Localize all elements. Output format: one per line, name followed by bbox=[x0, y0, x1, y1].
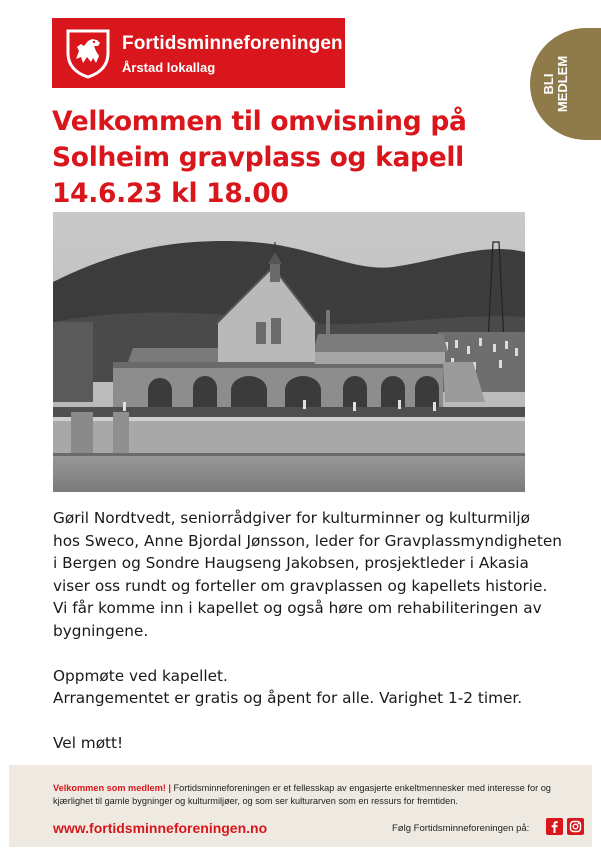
website-link[interactable]: www.fortidsminneforeningen.no bbox=[53, 820, 268, 836]
description-line: i Bergen og Sondre Haugseng Jakobsen, prosjektleder i Akasia bbox=[53, 554, 529, 572]
local-chapter-name: Årstad lokallag bbox=[122, 60, 216, 75]
follow-text: Følg Fortidsminneforeningen på: bbox=[392, 823, 530, 834]
headline-line-1: Velkommen til omvisning på bbox=[52, 106, 467, 137]
footer bbox=[9, 765, 592, 847]
event-description bbox=[53, 507, 563, 755]
meeting-point: Oppmøte ved kapellet. bbox=[53, 666, 228, 685]
facebook-icon[interactable] bbox=[546, 818, 563, 835]
event-info: Arrangementet er gratis og åpent for alle. Varighet 1-2 timer. bbox=[53, 689, 523, 707]
instagram-icon[interactable] bbox=[567, 818, 584, 835]
description-line: Vi får komme inn i kapellet og også høre om rehabiliteringen av bbox=[53, 599, 542, 617]
membership-description bbox=[53, 782, 583, 808]
event-headline bbox=[52, 104, 552, 212]
description-line: viser oss rundt og forteller om gravplassen og kapellets historie. bbox=[53, 576, 548, 595]
event-date-time: 14.6.23 kl 18.00 bbox=[52, 178, 289, 209]
headline-line-2: Solheim gravplass og kapell bbox=[52, 142, 464, 173]
membership-text: Fortidsminneforeningen er et fellesskap av engasjerte enkeltmennesker med interesse for og kjærlighet til gamle bygninger og kulturmiljøer, og som ser kulturarven som en ressurs for fremtiden. bbox=[53, 783, 551, 806]
description-line: Gøril Nordtvedt, seniorrådgiver for kulturminner og kulturmiljø bbox=[53, 509, 530, 527]
historic-chapel-photo bbox=[53, 212, 525, 492]
organization-name: Fortidsminneforeningen bbox=[122, 33, 343, 54]
membership-welcome[interactable]: Velkommen som medlem! | bbox=[53, 783, 171, 793]
heraldic-horse-emblem-icon bbox=[64, 27, 112, 79]
description-line: hos Sweco, Anne Bjordal Jønsson, leder for Gravplassmyndigheten bbox=[53, 531, 562, 550]
description-line: bygningene. bbox=[53, 621, 149, 640]
join-membership-label[interactable]: BLI MEDLEM bbox=[541, 55, 570, 113]
logo-banner[interactable] bbox=[52, 18, 345, 88]
closing-greeting: Vel møtt! bbox=[53, 734, 124, 752]
